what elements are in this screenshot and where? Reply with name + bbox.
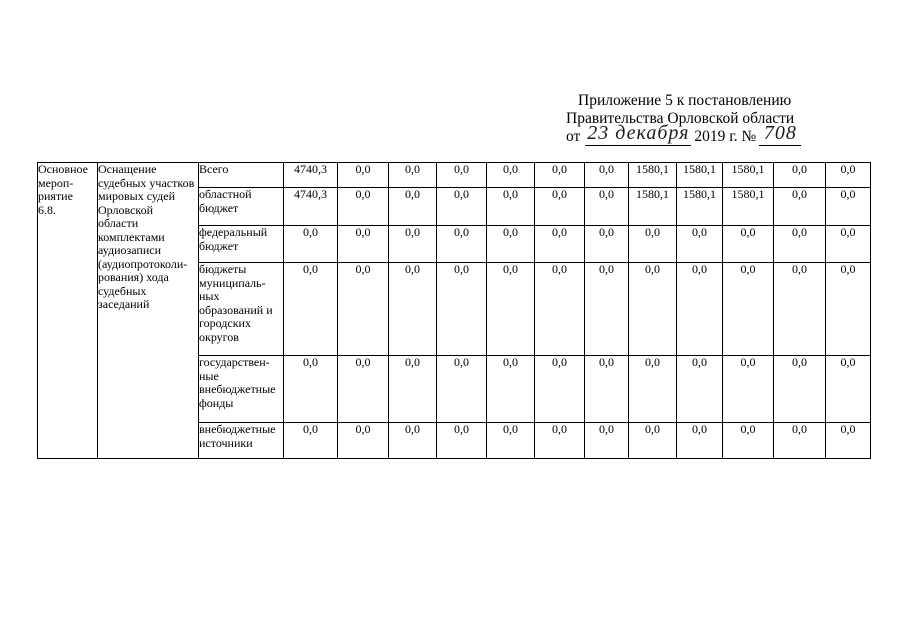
value-cell: 0,0 <box>629 423 677 459</box>
value-cell: 0,0 <box>774 423 826 459</box>
value-cell: 0,0 <box>487 226 535 263</box>
value-cell: 0,0 <box>723 226 774 263</box>
value-cell: 0,0 <box>284 263 338 356</box>
value-cell: 0,0 <box>723 423 774 459</box>
value-cell: 0,0 <box>338 423 389 459</box>
value-cell: 0,0 <box>338 263 389 356</box>
value-cell: 0,0 <box>677 423 723 459</box>
date-prefix: от <box>566 128 581 145</box>
event-name-cell: Оснащение судебных участков мировых судей Орловской области комплектами аудиозаписи (аудиопротоколи- рования) хода судебных заседаний <box>98 163 199 459</box>
value-cell: 0,0 <box>437 356 487 423</box>
value-cell: 0,0 <box>826 163 871 188</box>
value-cell: 0,0 <box>535 226 585 263</box>
appendix-title-line: Приложение 5 к постановлению <box>578 92 792 109</box>
value-cell: 0,0 <box>585 163 629 188</box>
value-cell: 0,0 <box>535 263 585 356</box>
handwritten-date-field <box>585 122 691 146</box>
value-cell: 0,0 <box>389 226 437 263</box>
event-code-cell: Основное мероп- риятие 6.8. <box>38 163 98 459</box>
value-cell: 0,0 <box>284 423 338 459</box>
value-cell: 0,0 <box>585 188 629 226</box>
value-cell: 0,0 <box>774 263 826 356</box>
appendix-issuer-line: Правительства Орловской области <box>566 110 795 127</box>
value-cell: 1580,1 <box>677 163 723 188</box>
value-cell: 0,0 <box>774 188 826 226</box>
value-cell: 0,0 <box>389 263 437 356</box>
value-cell: 1580,1 <box>723 163 774 188</box>
funding-table <box>37 162 871 459</box>
value-cell: 0,0 <box>284 356 338 423</box>
value-cell: 0,0 <box>487 263 535 356</box>
value-cell: 0,0 <box>585 263 629 356</box>
value-cell: 0,0 <box>774 163 826 188</box>
value-cell: 0,0 <box>487 188 535 226</box>
value-cell: 0,0 <box>826 188 871 226</box>
value-cell: 0,0 <box>437 423 487 459</box>
value-cell: 0,0 <box>585 356 629 423</box>
value-cell: 0,0 <box>338 356 389 423</box>
funding-source-cell: внебюджетные источники <box>199 423 284 459</box>
value-cell: 0,0 <box>535 423 585 459</box>
value-cell: 0,0 <box>437 226 487 263</box>
value-cell: 0,0 <box>338 163 389 188</box>
funding-source-cell: Всего <box>199 163 284 188</box>
table-row-total <box>38 163 871 188</box>
value-cell: 0,0 <box>437 188 487 226</box>
value-cell: 0,0 <box>389 423 437 459</box>
funding-source-cell: областной бюджет <box>199 188 284 226</box>
value-cell: 0,0 <box>487 423 535 459</box>
value-cell: 0,0 <box>629 263 677 356</box>
value-cell: 4740,3 <box>284 163 338 188</box>
value-cell: 0,0 <box>535 188 585 226</box>
value-cell: 0,0 <box>535 356 585 423</box>
handwritten-date: 23 декабря <box>587 122 690 144</box>
value-cell: 0,0 <box>338 188 389 226</box>
value-cell: 0,0 <box>677 356 723 423</box>
funding-table-body <box>38 163 871 459</box>
value-cell: 0,0 <box>629 356 677 423</box>
value-cell: 0,0 <box>677 226 723 263</box>
value-cell: 0,0 <box>437 263 487 356</box>
value-cell: 0,0 <box>723 356 774 423</box>
value-cell: 0,0 <box>535 163 585 188</box>
value-cell: 1580,1 <box>723 188 774 226</box>
value-cell: 0,0 <box>338 226 389 263</box>
value-cell: 0,0 <box>389 188 437 226</box>
value-cell: 0,0 <box>487 163 535 188</box>
handwritten-number: 708 <box>763 122 797 144</box>
funding-source-cell: бюджеты муниципаль- ных образований и городских округов <box>199 263 284 356</box>
value-cell: 0,0 <box>629 226 677 263</box>
value-cell: 0,0 <box>826 226 871 263</box>
funding-source-cell: государствен- ные внебюджетные фонды <box>199 356 284 423</box>
year-number-label: 2019 г. № <box>694 128 757 145</box>
funding-source-cell: федеральный бюджет <box>199 226 284 263</box>
value-cell: 0,0 <box>677 263 723 356</box>
value-cell: 0,0 <box>437 163 487 188</box>
value-cell: 0,0 <box>284 226 338 263</box>
value-cell: 1580,1 <box>629 163 677 188</box>
value-cell: 0,0 <box>723 263 774 356</box>
value-cell: 0,0 <box>774 356 826 423</box>
value-cell: 0,0 <box>389 356 437 423</box>
appendix-date-line <box>566 122 801 146</box>
value-cell: 0,0 <box>826 356 871 423</box>
handwritten-number-field <box>759 122 801 146</box>
value-cell: 0,0 <box>487 356 535 423</box>
value-cell: 0,0 <box>826 263 871 356</box>
value-cell: 0,0 <box>389 163 437 188</box>
value-cell: 0,0 <box>585 423 629 459</box>
value-cell: 0,0 <box>585 226 629 263</box>
value-cell: 0,0 <box>826 423 871 459</box>
value-cell: 1580,1 <box>629 188 677 226</box>
value-cell: 1580,1 <box>677 188 723 226</box>
value-cell: 0,0 <box>774 226 826 263</box>
value-cell: 4740,3 <box>284 188 338 226</box>
